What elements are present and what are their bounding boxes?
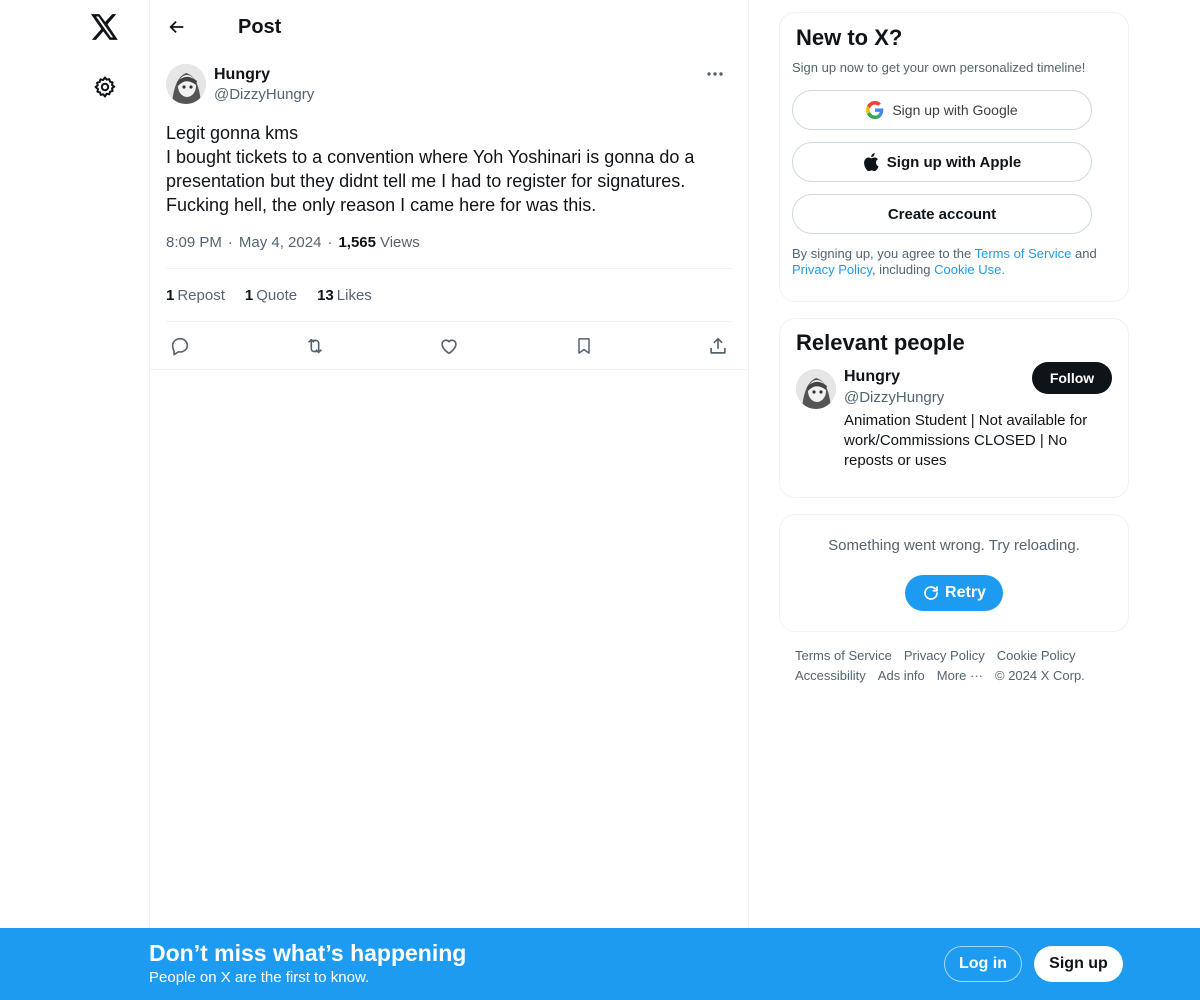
left-nav [0,0,150,1000]
views-count: 1,565 [338,234,376,251]
separator-dot: · [227,234,233,251]
reposts-count: 1 [166,286,175,304]
post [150,64,748,322]
retry-label: Retry [945,584,986,601]
settings-gear-icon[interactable] [88,70,122,104]
likes-count: 13 [317,286,334,304]
post-text [166,121,732,217]
footer-links [779,646,1129,686]
author-info [214,64,314,105]
avatar[interactable] [166,64,206,104]
author-handle[interactable]: @DizzyHungry [214,86,315,103]
post-time[interactable]: 8:09 PM [166,234,222,251]
privacy-link[interactable]: Privacy Policy [792,262,872,277]
legal-end: . [1001,262,1005,277]
reposts-stat[interactable] [166,287,225,304]
create-account-button[interactable] [792,194,1092,234]
signup-card-subtitle: Sign up now to get your own personalized timeline! [792,60,1086,75]
relevant-person-name[interactable]: Hungry [844,368,900,385]
bookmark-icon[interactable] [570,332,598,360]
footer-terms-link[interactable]: Terms of Service [795,648,892,663]
signup-apple-button[interactable] [792,142,1092,182]
signup-legal-text [792,246,1116,278]
create-account-label: Create account [887,205,997,223]
login-button[interactable]: Log in [944,946,1022,982]
x-logo-icon[interactable] [88,10,122,44]
footer-privacy-link[interactable]: Privacy Policy [903,648,985,663]
quotes-stat[interactable] [245,287,297,304]
signup-apple-label: Sign up with Apple [886,153,1022,171]
views-label: Views [379,234,420,251]
avatar[interactable] [796,369,836,409]
quotes-label: Quote [256,286,298,304]
refresh-icon [922,584,940,602]
right-sidebar [779,12,1129,686]
bottom-bar-title: Don’t miss what’s happening [149,940,467,966]
post-author-row [166,64,732,105]
google-icon [866,101,884,119]
footer-cookie-link[interactable]: Cookie Policy [996,648,1076,663]
legal-prefix: By signing up, you agree to the [792,246,975,261]
apple-icon [863,153,879,171]
bottom-bar-subtitle: People on X are the first to know. [149,969,370,986]
page-title: Post [238,15,282,38]
footer-more-link[interactable]: More ··· [936,668,983,683]
cookie-use-link[interactable]: Cookie Use [934,262,1002,277]
relevant-person-bio: Animation Student | Not available for work/Commissions CLOSED | No reposts or uses [844,412,1088,469]
reposts-label: Repost [177,286,225,304]
footer-ads-link[interactable]: Ads info [877,668,925,683]
separator-dot: · [327,234,333,251]
like-heart-icon[interactable] [435,332,463,360]
post-stats [166,269,732,322]
relevant-person-handle[interactable]: @DizzyHungry [844,389,945,406]
signup-google-button[interactable] [792,90,1092,130]
post-text-line: presentation but they didnt tell me I had to register for signatures. [166,171,686,191]
post-actions [150,322,748,369]
more-options-icon[interactable] [698,64,732,84]
error-card [779,514,1129,632]
bottom-signup-bar [0,928,1200,1000]
terms-link[interactable]: Terms of Service [974,246,1072,261]
quotes-count: 1 [244,286,254,304]
divider [150,369,748,370]
signup-card-title: New to X? [796,25,903,50]
post-meta [166,234,732,269]
post-text-line: Legit gonna kms [166,123,299,143]
post-text-line: I bought tickets to a convention where Yoh Yoshinari is gonna do a [166,147,695,167]
post-text-line: Fucking hell, the only reason I came here for was this. [166,195,597,215]
repost-icon[interactable] [301,332,329,360]
author-name[interactable]: Hungry [214,66,270,83]
main-column [149,0,749,1000]
retry-button[interactable] [905,575,1003,611]
post-header [150,0,748,54]
relevant-person[interactable] [796,368,1112,471]
footer-copyright: © 2024 X Corp. [995,668,1085,683]
post-date[interactable]: May 4, 2024 [238,234,322,251]
footer-accessibility-link[interactable]: Accessibility [795,668,866,683]
error-message: Something went wrong. Try reloading. [828,537,1080,554]
legal-including: , including [871,262,935,277]
follow-button[interactable]: Follow [1032,362,1112,394]
legal-and: and [1071,246,1097,261]
signup-card [779,12,1129,302]
share-icon[interactable] [704,332,732,360]
likes-label: Likes [336,286,372,304]
relevant-people-title: Relevant people [796,330,965,355]
relevant-people-card [779,318,1129,498]
signup-button[interactable]: Sign up [1034,946,1123,982]
reply-icon[interactable] [166,332,194,360]
likes-stat[interactable] [317,287,372,304]
back-arrow-icon[interactable] [166,16,188,38]
signup-google-label: Sign up with Google [892,102,1018,118]
